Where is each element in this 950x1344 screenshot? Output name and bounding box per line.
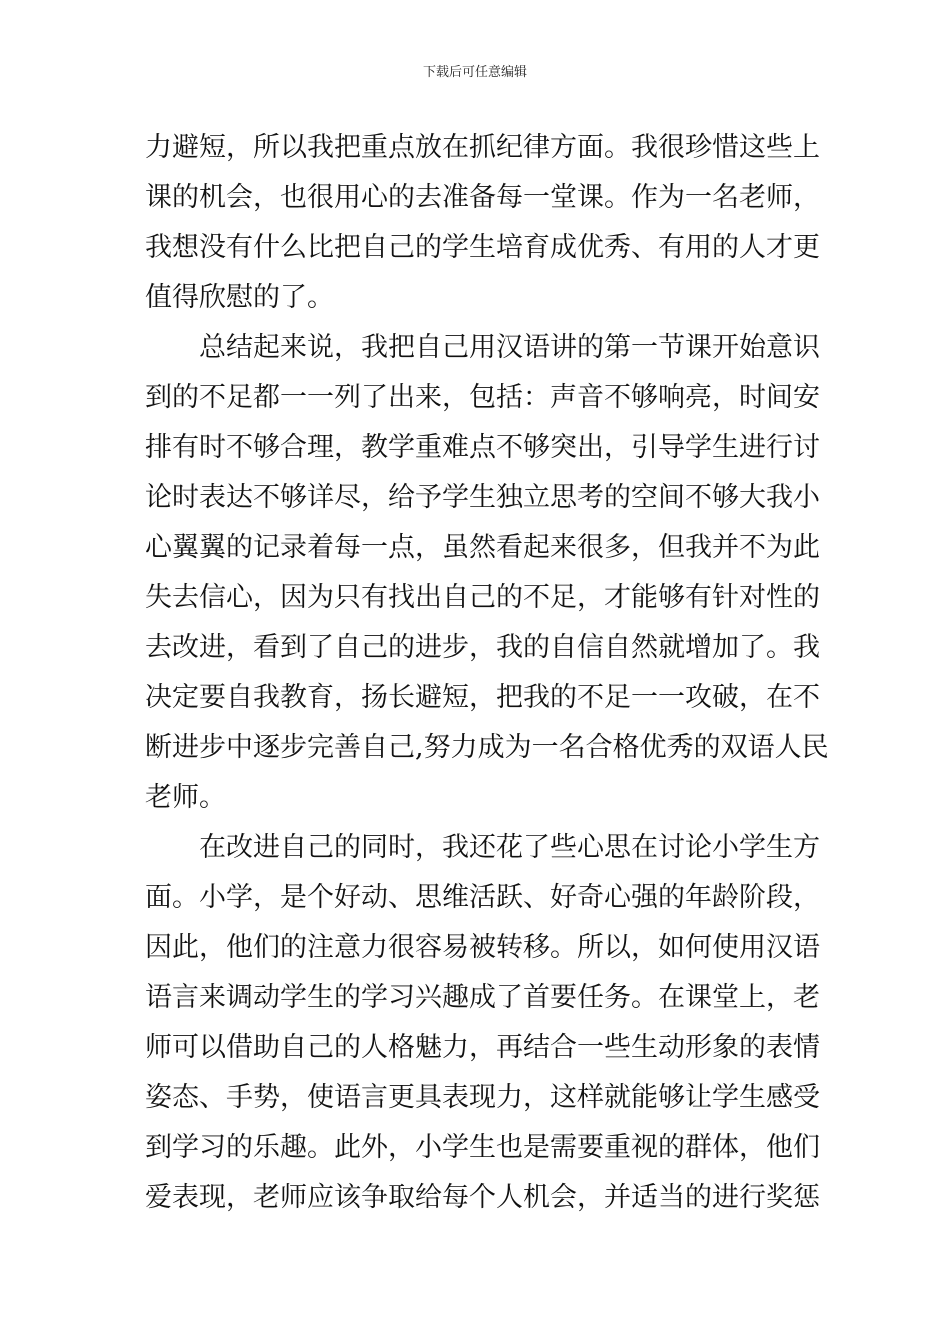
text-line: 断进步中逐步完善自己,努力成为一名合格优秀的双语人民 <box>145 732 829 763</box>
text-line: 心翼翼的记录着每一点，虽然看起来很多，但我并不为此 <box>145 532 820 563</box>
text-line: 到学习的乐趣。此外，小学生也是需要重视的群体，他们 <box>145 1132 820 1163</box>
text-line: 论时表达不够详尽，给予学生独立思考的空间不够大我小 <box>145 482 820 513</box>
page-header: 下载后可任意编辑 <box>422 65 527 80</box>
text-line: 总结起来说，我把自己用汉语讲的第一节课开始意识 <box>145 332 820 363</box>
text-line: 去改进，看到了自己的进步，我的自信自然就增加了。我 <box>145 632 820 663</box>
document-body <box>145 123 829 1223</box>
text-line: 姿态、手势，使语言更具表现力，这样就能够让学生感受 <box>145 1082 820 1113</box>
paragraph-2 <box>145 323 829 823</box>
text-line: 语言来调动学生的学习兴趣成了首要任务。在课堂上，老 <box>145 982 820 1013</box>
text-line: 因此，他们的注意力很容易被转移。所以，如何使用汉语 <box>145 932 820 963</box>
text-line: 我想没有什么比把自己的学生培育成优秀、有用的人才更 <box>145 232 820 263</box>
text-line: 师可以借助自己的人格魅力，再结合一些生动形象的表情 <box>145 1032 820 1063</box>
text-line: 课的机会，也很用心的去准备每一堂课。作为一名老师， <box>145 182 820 213</box>
text-line: 在改进自己的同时，我还花了些心思在讨论小学生方 <box>145 832 820 863</box>
paragraph-3 <box>145 823 820 1223</box>
text-line: 失去信心，因为只有找出自己的不足，才能够有针对性的 <box>145 582 820 613</box>
paragraph-1 <box>145 123 820 323</box>
text-line: 力避短，所以我把重点放在抓纪律方面。我很珍惜这些上 <box>145 132 820 163</box>
text-line: 老师。 <box>145 782 226 813</box>
text-line: 爱表现，老师应该争取给每个人机会，并适当的进行奖惩 <box>145 1182 820 1213</box>
text-line: 到的不足都一一列了出来，包括：声音不够响亮，时间安 <box>145 382 820 413</box>
text-line: 值得欣慰的了。 <box>145 282 334 313</box>
text-line: 面。小学，是个好动、思维活跃、好奇心强的年龄阶段， <box>145 882 820 913</box>
text-line: 决定要自我教育，扬长避短，把我的不足一一攻破，在不 <box>145 682 820 713</box>
text-line: 排有时不够合理，教学重难点不够突出，引导学生进行讨 <box>145 432 820 463</box>
